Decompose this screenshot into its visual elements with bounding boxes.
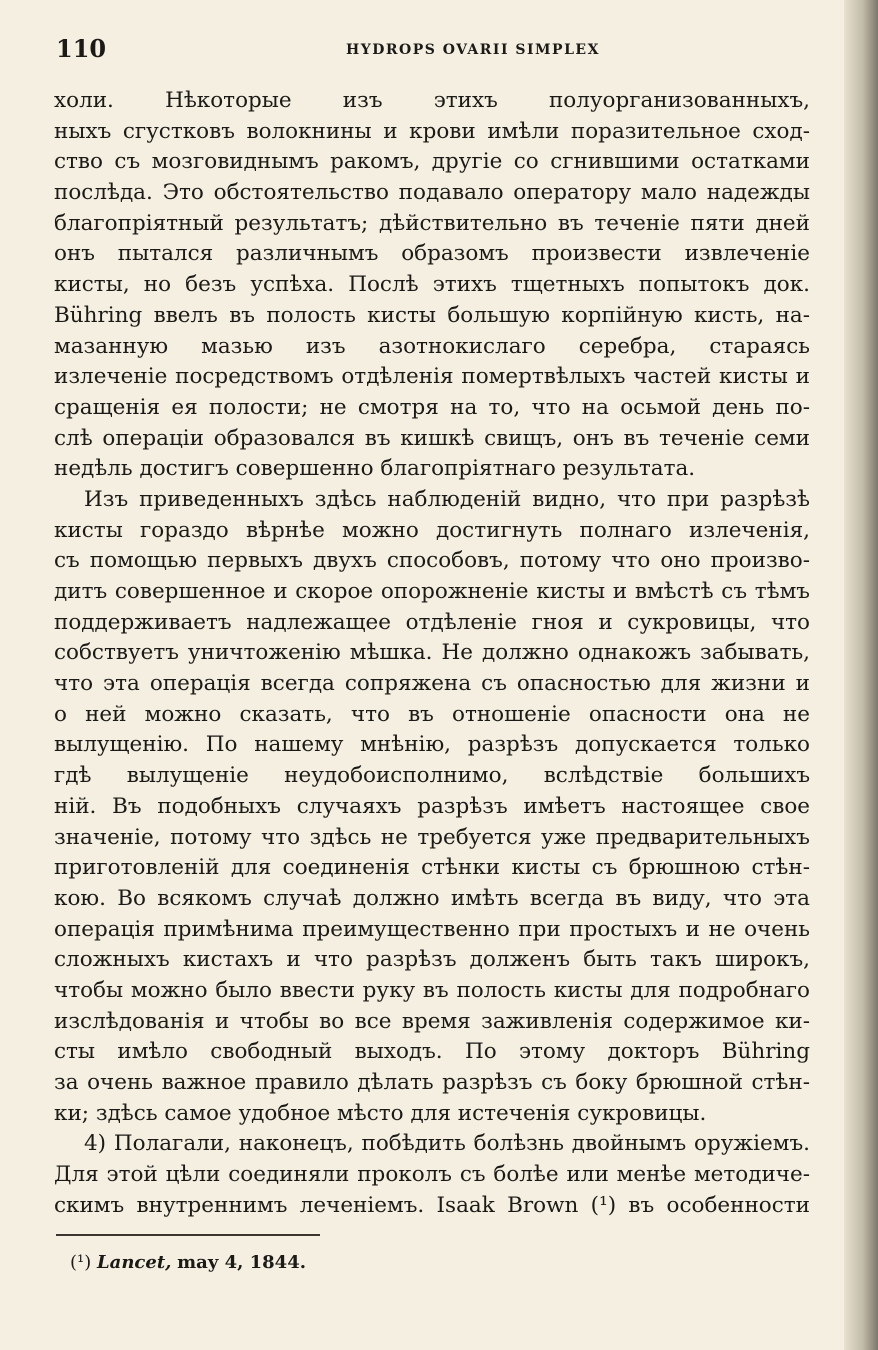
text-line: поддерживаетъ надлежащее отдѣленіе гноя и сукровицы, что <box>54 609 810 635</box>
footnote-date: may 4, 1844. <box>177 1252 306 1273</box>
text-line: слѣ операціи образовался въ кишкѣ свищъ, онъ въ теченіе семи <box>54 425 810 451</box>
text-line: послѣда. Это обстоятельство подавало оператору мало надежды <box>54 180 810 206</box>
paragraph-2 <box>54 485 810 1129</box>
page-header <box>56 34 816 70</box>
text-line: ство съ мозговиднымъ ракомъ, другіе со сгнившими остатками <box>54 149 810 175</box>
text-line: онъ пытался различнымъ образомъ произвести извлеченіе <box>54 241 810 267</box>
text-line: сты имѣло свободный выходъ. По этому докторъ Bühring <box>54 1039 810 1065</box>
text-line: холи. Нѣкоторые изъ этихъ полуорганизованныхъ, <box>54 88 810 113</box>
text-line: значеніе, потому что здѣсь не требуется уже предварительныхъ <box>54 824 810 850</box>
text-line: сложныхъ кистахъ и что разрѣзъ долженъ быть такъ широкъ, <box>54 947 810 973</box>
text-line: мазанную мазью изъ азотнокислаго серебра, стараясь <box>54 333 810 359</box>
text-line: съ помощью первыхъ двухъ способовъ, потому что оно произво- <box>54 548 810 574</box>
text-line: Изъ приведенныхъ здѣсь наблюденій видно, что при разрѣзѣ <box>84 486 810 512</box>
text-line: недѣль достигъ совершенно благопріятнаго результата. <box>54 456 696 482</box>
text-line: скимъ внутреннимъ леченіемъ. Isaak Brown (¹) въ особенности <box>54 1192 810 1218</box>
text-line: собствуетъ уничтоженію мѣшка. Не должно однакожъ забывать, <box>54 640 810 666</box>
text-line: сращенія ея полости; не смотря на то, что на осьмой день по- <box>54 394 810 420</box>
text-line: о ней можно сказать, что въ отношеніе опасности она не <box>54 701 810 727</box>
text-line: гдѣ вылущеніе неудобоисполнимо, вслѣдствіе большихъ <box>54 763 810 789</box>
text-line: ки; здѣсь самое удобное мѣсто для истеченія сукровицы. <box>54 1100 707 1126</box>
paragraph-3 <box>54 1129 810 1221</box>
page-edge-shadow <box>844 0 878 1350</box>
footnote-source: Lancet, <box>97 1252 172 1273</box>
text-line: ній. Въ подобныхъ случаяхъ разрѣзъ имѣетъ настоящее свое <box>54 793 810 819</box>
text-line: кою. Во всякомъ случаѣ должно имѣть всегда въ виду, что эта <box>54 885 810 911</box>
text-line: излеченіе посредствомъ отдѣленія помертвѣлыхъ частей кисты и <box>54 364 810 390</box>
text-line: приготовленій для соединенія стѣнки кисты съ брюшною стѣн- <box>54 855 810 881</box>
paragraph-1 <box>54 86 810 485</box>
text-line: 4) Полагали, наконецъ, побѣдить болѣзнь двойнымъ оружіемъ. <box>84 1131 810 1157</box>
text-line: операція примѣнима преимущественно при простыхъ и не очень <box>54 916 810 942</box>
text-line: кисты, но безъ успѣха. Послѣ этихъ тщетныхъ попытокъ док. <box>54 272 810 298</box>
page-number: 110 <box>56 34 107 63</box>
text-line: что эта операція всегда сопряжена съ опасностью для жизни и <box>54 671 810 697</box>
text-line: изслѣдованія и чтобы во все время заживленія содержимое ки- <box>54 1008 810 1034</box>
text-line: ныхъ сгустковъ волокнины и крови имѣли поразительное сход- <box>54 118 810 144</box>
text-line: благопріятный результатъ; дѣйствительно въ теченіе пяти дней <box>54 210 810 236</box>
text-line: за очень важное правило дѣлать разрѣзъ съ боку брюшной стѣн- <box>54 1070 810 1095</box>
text-line: Для этой цѣли соединяли проколъ съ болѣе или менѣе методиче- <box>54 1162 810 1188</box>
text-line: вылущенію. По нашему мнѣнію, разрѣзъ допускается только <box>54 732 810 758</box>
body-text <box>54 86 810 1221</box>
footnote-divider <box>56 1234 320 1236</box>
text-line: чтобы можно было ввести руку въ полость кисты для подробнаго <box>54 977 810 1003</box>
running-title: HYDROPS OVARII SIMPLEX <box>346 42 600 58</box>
text-line: Bühring ввелъ въ полость кисты большую корпійную кисть, на- <box>54 302 810 328</box>
text-line: дитъ совершенное и скорое опорожненіе кисты и вмѣстѣ съ тѣмъ <box>54 579 810 604</box>
footnote <box>70 1252 306 1273</box>
text-line: кисты гораздо вѣрнѣе можно достигнуть полнаго излеченія, <box>54 517 810 543</box>
footnote-mark: (¹) <box>70 1252 92 1273</box>
